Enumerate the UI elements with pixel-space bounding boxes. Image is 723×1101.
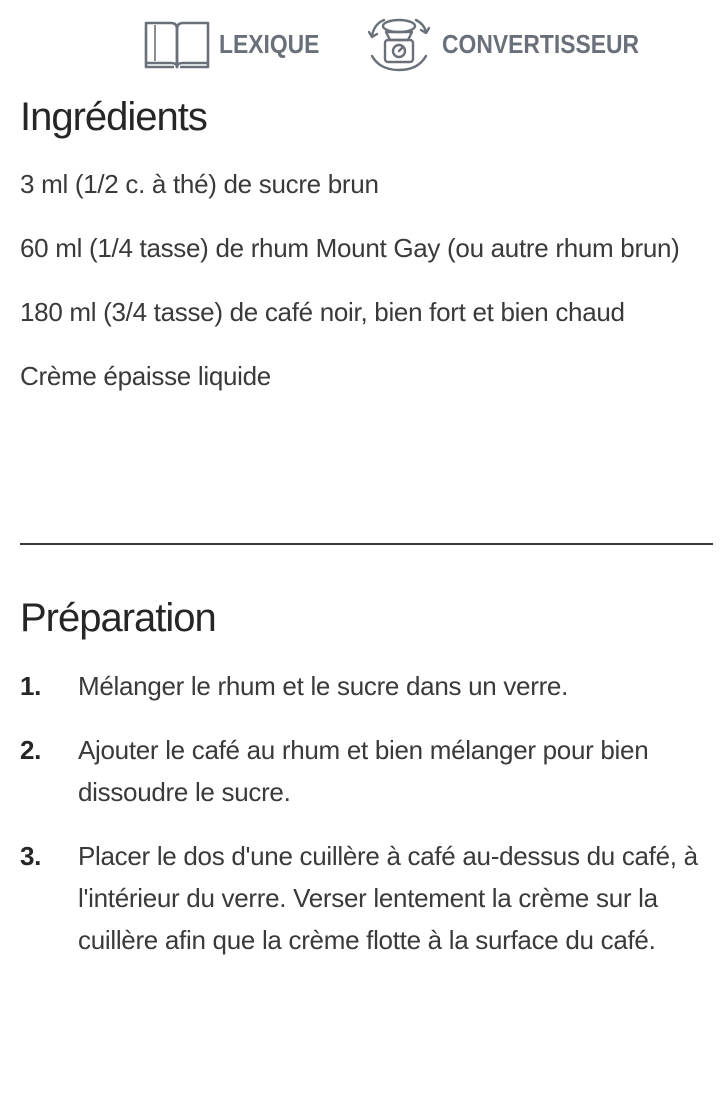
ingredient-item: 60 ml (1/4 tasse) de rhum Mount Gay (ou autre rhum brun) <box>20 233 680 263</box>
step-number: 3. <box>20 841 42 871</box>
book-icon <box>143 17 211 71</box>
recipe-toolbar <box>0 0 723 86</box>
section-divider <box>20 543 713 545</box>
step-item <box>20 665 710 707</box>
step-text: Mélanger le rhum et le sucre dans un verre. <box>78 671 569 701</box>
ingredient-item: 180 ml (3/4 tasse) de café noir, bien fort et bien chaud <box>20 297 625 327</box>
ingredients-list <box>20 163 710 419</box>
step-text: Ajouter le café au rhum et bien mélanger pour bien dissoudre le sucre. <box>78 735 649 807</box>
lexique-label: LEXIQUE <box>219 28 320 59</box>
step-number: 1. <box>20 671 42 701</box>
preparation-steps <box>20 665 710 983</box>
kitchen-scale-icon <box>364 14 434 74</box>
step-item <box>20 729 710 813</box>
lexique-button[interactable] <box>143 14 333 74</box>
preparation-heading: Préparation <box>20 596 216 640</box>
step-item <box>20 835 710 961</box>
ingredients-heading: Ingrédients <box>20 95 207 139</box>
step-text: Placer le dos d'une cuillère à café au-dessus du café, à l'intérieur du verre. Verser lentement la crème sur la cuillère afin que la crème flotte à la surface du café. <box>78 841 698 955</box>
ingredient-item: Crème épaisse liquide <box>20 361 271 391</box>
ingredient-item: 3 ml (1/2 c. à thé) de sucre brun <box>20 169 379 199</box>
step-number: 2. <box>20 735 42 765</box>
converter-label: CONVERTISSEUR <box>442 28 640 59</box>
converter-button[interactable] <box>364 14 666 74</box>
